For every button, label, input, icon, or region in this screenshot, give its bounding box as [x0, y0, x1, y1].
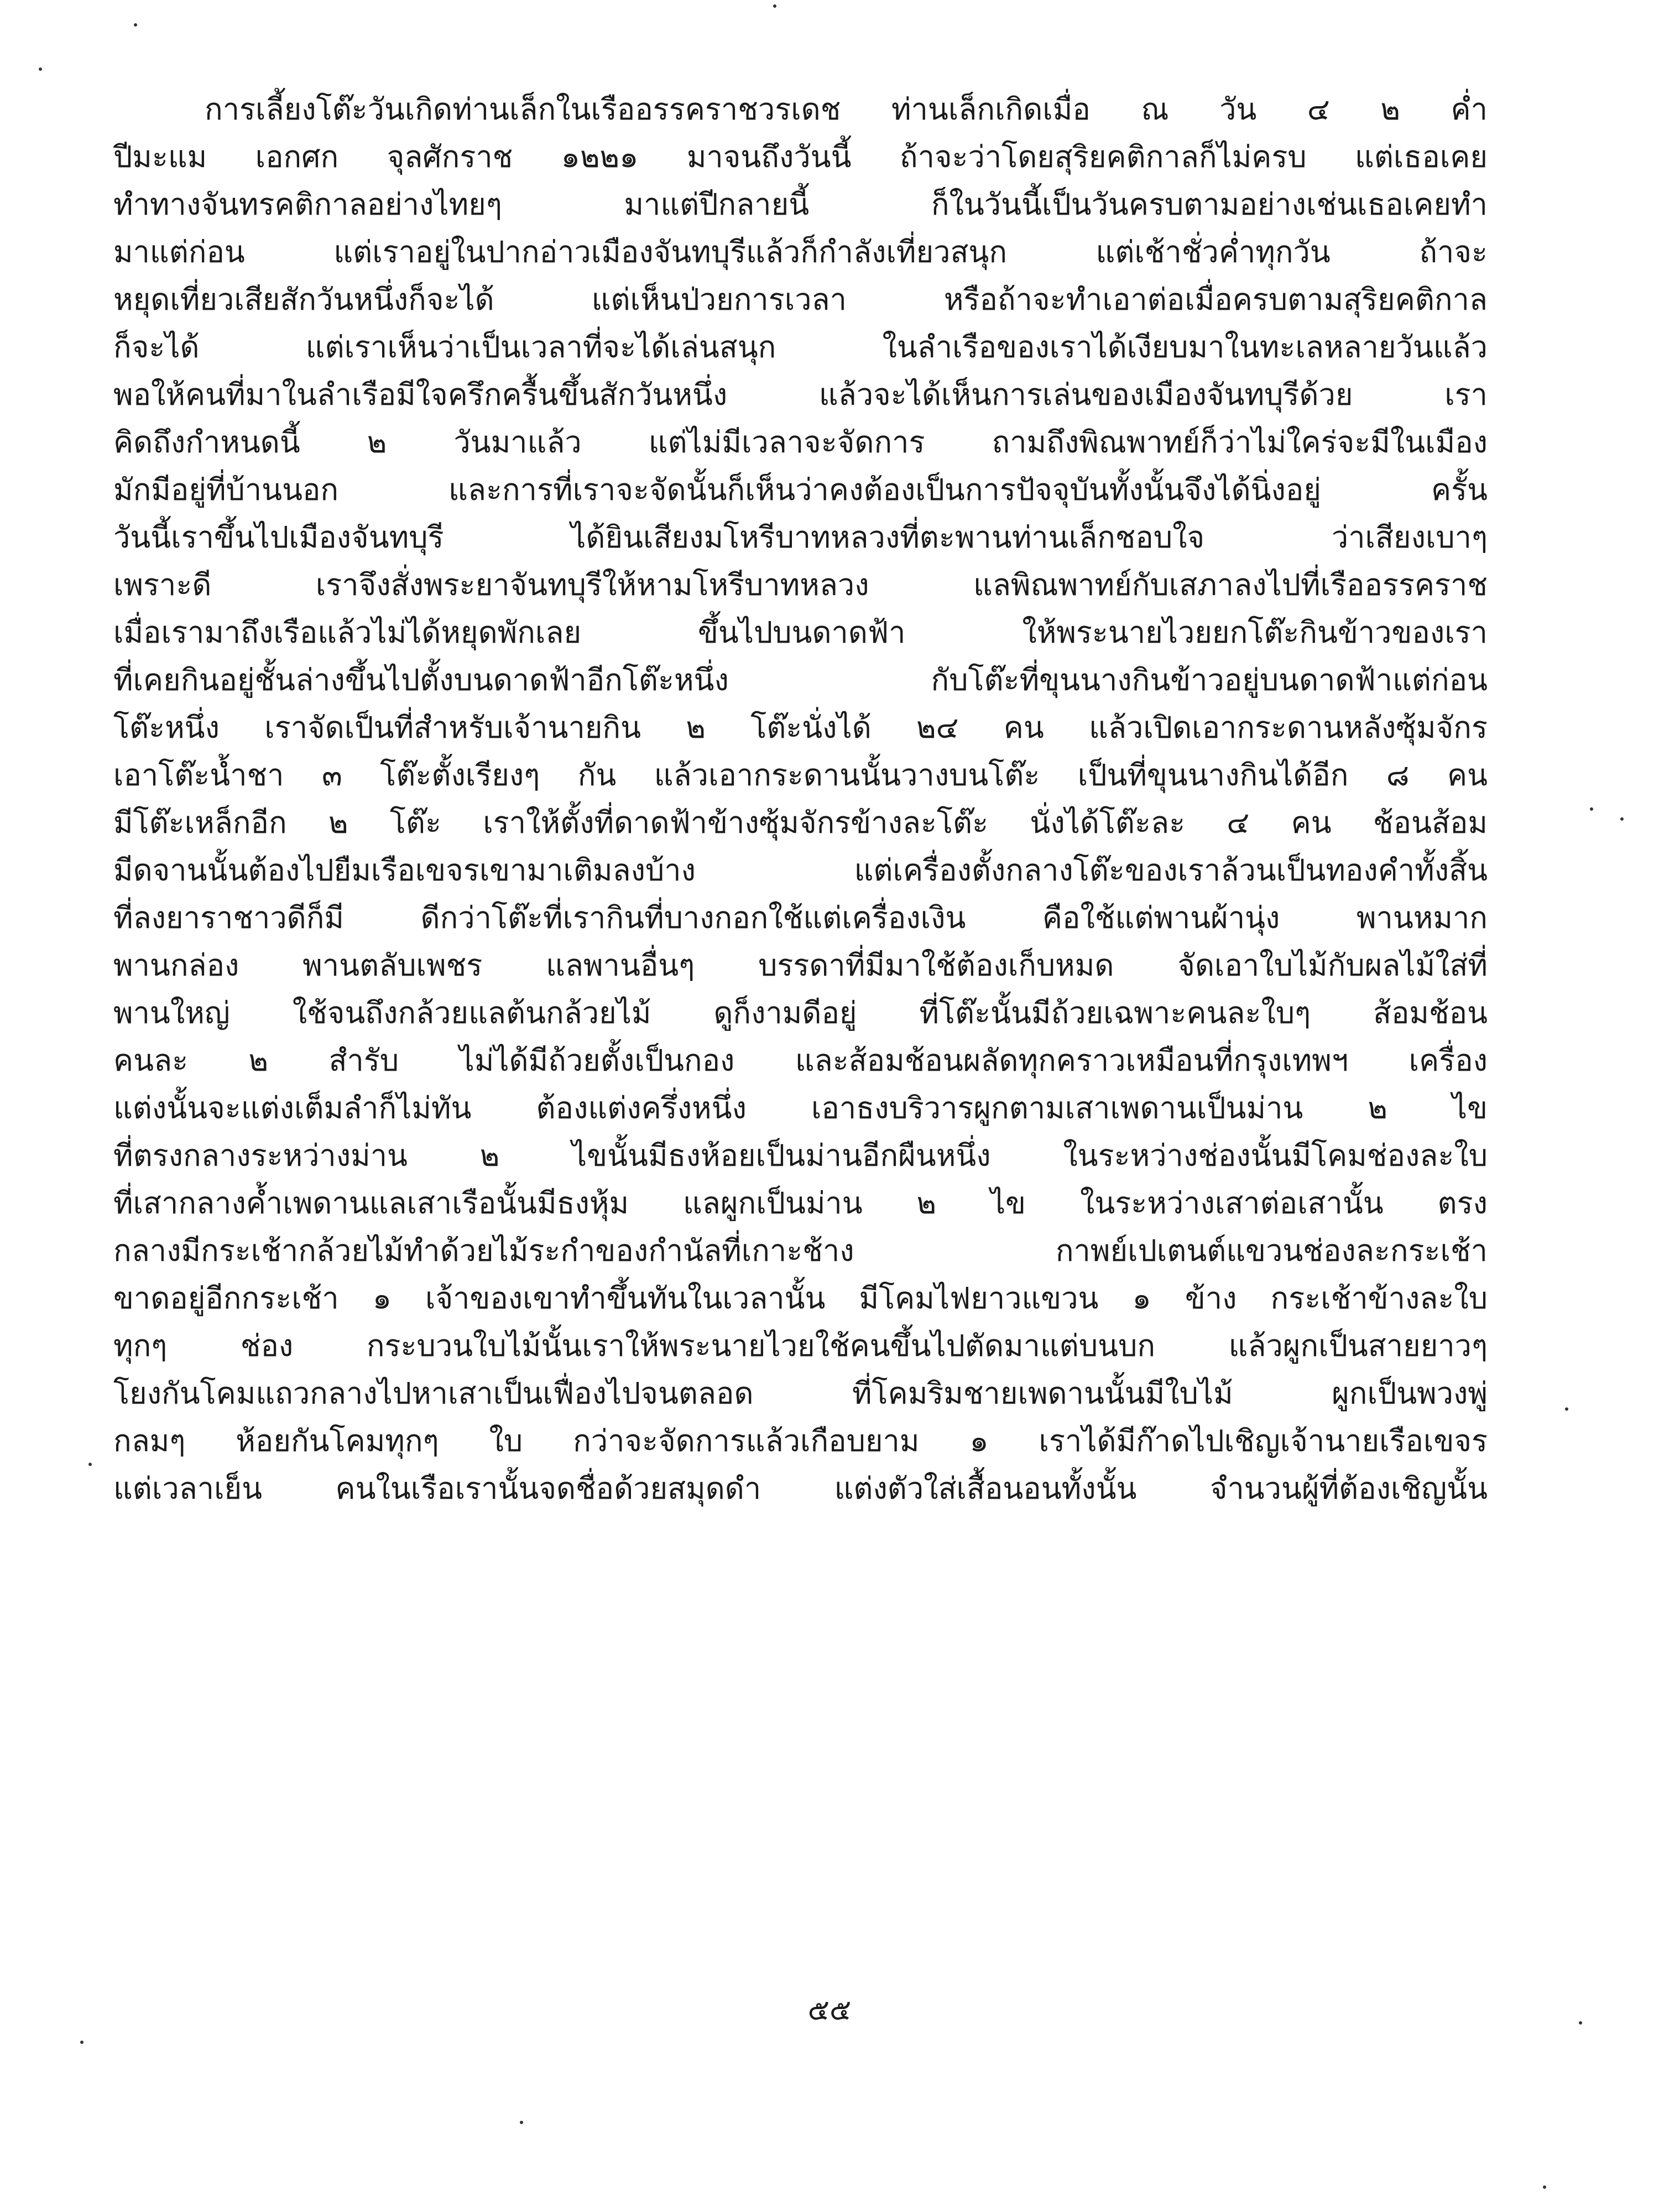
text-line: กลมๆ ห้อยกันโคมทุกๆ ใบ กว่าจะจัดการแล้วเกือบยาม ๑ เราได้มีก๊าดไปเชิญเจ้านายเรือเขจร	[113, 1423, 1488, 1458]
text-line: ที่เคยกินอยู่ชั้นล่างขึ้นไปตั้งบนดาดฟ้าอีกโต๊ะหนึ่ง กับโต๊ะที่ขุนนางกินข้าวอยู่บนดาดฟ้าแต่ก่อน	[113, 662, 1488, 697]
text-line: ที่ตรงกลางระหว่างม่าน ๒ ไขนั้นมีธงห้อยเป็นม่านอีกผืนหนึ่ง ในระหว่างช่องนั้นมีโคมช่องละใบ	[113, 1138, 1488, 1173]
scan-speck	[773, 4, 776, 8]
text-line: พานกล่อง พานตลับเพชร แลพานอื่นๆ บรรดาที่มีมาใช้ต้องเก็บหมด จัดเอาใบไม้กับผลไม้ใส่ที่	[113, 948, 1488, 983]
text-line: ที่ลงยาราชาวดีก็มี ดีกว่าโต๊ะที่เรากินที่บางกอกใช้แต่เครื่องเงิน คือใช้แต่พานผ้านุ่ง พานหมาก	[113, 900, 1488, 935]
text-line: เอาโต๊ะน้ำชา ๓ โต๊ะตั้งเรียงๆ กัน แล้วเอากระดานนั้นวางบนโต๊ะ เป็นที่ขุนนางกินได้อีก ๘ คน	[113, 758, 1488, 792]
text-line: กลางมีกระเช้ากล้วยไม้ทำด้วยไม้ระกำของกำนัลที่เกาะช้าง กาพย์เปเตนต์แขวนช่องละกระเช้า	[113, 1233, 1488, 1268]
text-line: วันนี้เราขึ้นไปเมืองจันทบุรี ได้ยินเสียงมโหรีบาทหลวงที่ตะพานท่านเล็กชอบใจ ว่าเสียงเบาๆ	[113, 520, 1488, 555]
text-line: ทำทางจันทรคติกาลอย่างไทยๆ มาแต่ปีกลายนี้ ก็ในวันนี้เป็นวันครบตามอย่างเช่นเธอเคยทำ	[113, 187, 1488, 222]
text-line: พอให้คนที่มาในลำเรือมีใจครึกครื้นขึ้นสักวันหนึ่ง แล้วจะได้เห็นการเล่นของเมืองจันทบุรีด้วย เรา	[113, 377, 1488, 412]
scan-speck	[1543, 2185, 1546, 2189]
text-line: หยุดเที่ยวเสียสักวันหนึ่งก็จะได้ แต่เห็นป่วยการเวลา หรือถ้าจะทำเอาต่อเมื่อครบตามสุริยคติกาล	[113, 282, 1488, 317]
text-line: แต่เวลาเย็น คนในเรือเรานั้นจดชื่อด้วยสมุดดำ แต่งตัวใส่เสื้อนอนทั้งนั้น จำนวนผู้ที่ต้องเชิญนั้น	[113, 1471, 1488, 1506]
scan-speck	[1579, 2021, 1582, 2025]
scan-speck	[39, 67, 42, 71]
scan-speck	[1565, 1407, 1568, 1411]
text-line: โต๊ะหนึ่ง เราจัดเป็นที่สำหรับเจ้านายกิน ๒ โต๊ะนั่งได้ ๒๔ คน แล้วเปิดเอากระดานหลังซุ้มจักร	[113, 710, 1488, 745]
text-line: มาแต่ก่อน แต่เราอยู่ในปากอ่าวเมืองจันทบุรีแล้วก็กำลังเที่ยวสนุก แต่เช้าชั่วค่ำทุกวัน ถ้าจะ	[113, 234, 1488, 269]
text-line: มักมีอยู่ที่บ้านนอก และการที่เราจะจัดนั้นก็เห็นว่าคงต้องเป็นการปัจจุบันทั้งนั้นจึงได้นิ่งอยู่ ครั้น	[113, 472, 1488, 507]
text-line: มีโต๊ะเหล็กอีก ๒ โต๊ะ เราให้ตั้งที่ดาดฟ้าข้างซุ้มจักรข้างละโต๊ะ นั่งได้โต๊ะละ ๔ คน ช้อนส้อม	[113, 805, 1488, 840]
text-line: แต่งนั้นจะแต่งเต็มลำก็ไม่ทัน ต้องแต่งครึ่งหนึ่ง เอาธงบริวารผูกตามเสาเพดานเป็นม่าน ๒ ไข	[113, 1091, 1488, 1125]
scan-speck	[134, 23, 137, 27]
body-text	[113, 86, 1488, 1512]
scan-speck	[88, 1463, 92, 1466]
scan-speck	[1590, 807, 1593, 811]
text-line: การเลี้ยงโต๊ะวันเกิดท่านเล็กในเรืออรรคราชวรเดช ท่านเล็กเกิดเมื่อ ณ วัน ๔ ๒ ค่ำ	[205, 92, 1488, 127]
text-line: โยงกันโคมแถวกลางไปหาเสาเป็นเฟื่องไปจนตลอด ที่โคมริมชายเพดานนั้นมีใบไม้ ผูกเป็นพวงพู่	[113, 1376, 1488, 1411]
text-line: มีดจานนั้นต้องไปยืมเรือเขจรเขามาเติมลงบ้าง แต่เครื่องตั้งกลางโต๊ะของเราล้วนเป็นทองคำทั้งสิ้น	[113, 853, 1488, 888]
text-line: คิดถึงกำหนดนี้ ๒ วันมาแล้ว แต่ไม่มีเวลาจะจัดการ ถามถึงพิณพาทย์ก็ว่าไม่ใคร่จะมีในเมือง	[113, 425, 1488, 460]
scan-speck	[1620, 817, 1624, 821]
text-line: คนละ ๒ สำรับ ไม่ได้มีถ้วยตั้งเป็นกอง และส้อมช้อนผลัดทุกคราวเหมือนที่กรุงเทพฯ เครื่อง	[113, 1043, 1488, 1078]
text-line: ขาดอยู่อีกกระเช้า ๑ เจ้าของเขาทำขึ้นทันในเวลานั้น มีโคมไฟยาวแขวน ๑ ข้าง กระเช้าข้างละใบ	[113, 1281, 1488, 1316]
page-number: ๕๕	[807, 1994, 852, 2027]
text-line: พานใหญ่ ใช้จนถึงกล้วยแลต้นกล้วยไม้ ดูก็งามดีอยู่ ที่โต๊ะนั้นมีถ้วยเฉพาะคนละใบๆ ส้อมช้อน	[113, 995, 1488, 1030]
text-line: ทุกๆ ช่อง กระบวนใบไม้นั้นเราให้พระนายไวยใช้คนขึ้นไปตัดมาแต่บนบก แล้วผูกเป็นสายยาวๆ	[113, 1328, 1488, 1363]
text-line: ก็จะได้ แต่เราเห็นว่าเป็นเวลาที่จะได้เล่นสนุก ในลำเรือของเราได้เงียบมาในทะเลหลายวันแล้ว	[113, 330, 1488, 364]
scan-speck	[520, 2121, 523, 2124]
text-line: เมื่อเรามาถึงเรือแล้วไม่ได้หยุดพักเลย ขึ้นไปบนดาดฟ้า ให้พระนายไวยยกโต๊ะกินข้าวของเรา	[113, 615, 1488, 650]
text-line: ที่เสากลางค้ำเพดานแลเสาเรือนั้นมีธงหุ้ม แลผูกเป็นม่าน ๒ ไข ในระหว่างเสาต่อเสานั้น ตรง	[113, 1186, 1488, 1220]
text-line: ปีมะแม เอกศก จุลศักราช ๑๒๒๑ มาจนถึงวันนี้ ถ้าจะว่าโดยสุริยคติกาลก็ไม่ครบ แต่เธอเคย	[113, 139, 1488, 174]
scan-speck	[80, 2041, 84, 2044]
text-line: เพราะดี เราจึงสั่งพระยาจันทบุรีให้หามโหรีบาทหลวง แลพิณพาทย์กับเสภาลงไปที่เรืออรรคราช	[113, 567, 1488, 602]
